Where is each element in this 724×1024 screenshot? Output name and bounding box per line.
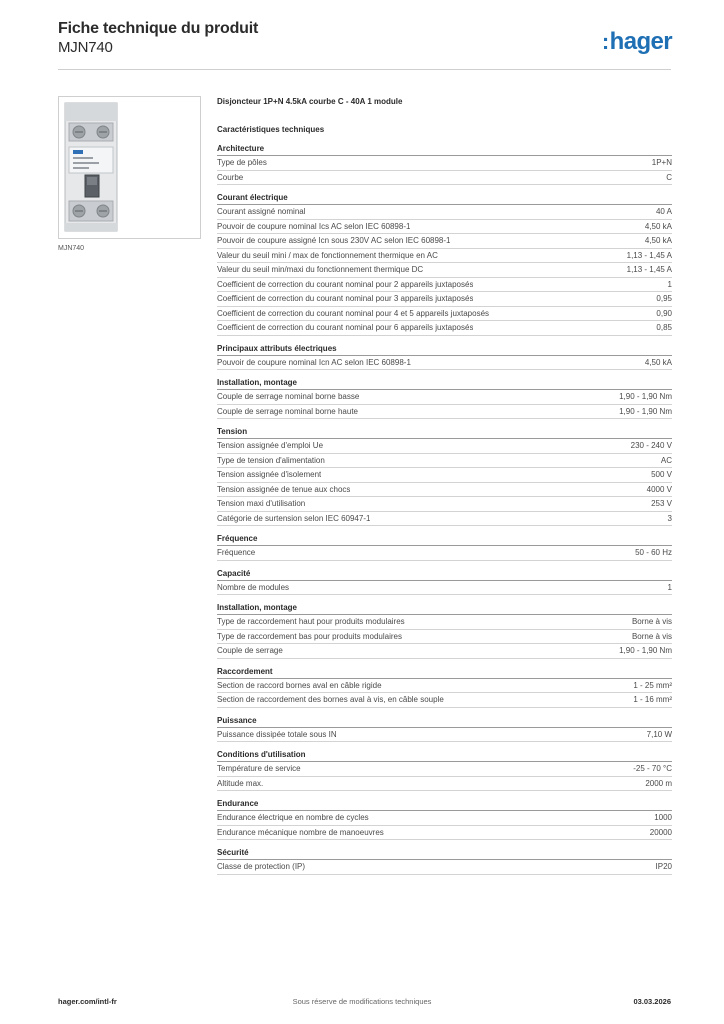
spec-row <box>217 205 672 220</box>
spec-value: 1 <box>667 279 672 289</box>
spec-row <box>217 581 672 596</box>
spec-label: Type de raccordement bas pour produits modulaires <box>217 631 402 641</box>
spec-value: 0,95 <box>656 294 672 303</box>
spec-section <box>217 343 672 371</box>
spec-row <box>217 728 672 743</box>
spec-row <box>217 156 672 171</box>
spec-row <box>217 171 672 186</box>
spec-value: 1 - 16 mm² <box>633 695 672 704</box>
section-title: Tension <box>217 426 672 439</box>
spec-label: Endurance électrique en nombre de cycles <box>217 813 369 822</box>
spec-section <box>217 377 672 419</box>
spec-row <box>217 321 672 336</box>
product-reference: MJN740 <box>58 39 113 56</box>
spec-sections <box>217 143 672 875</box>
spec-value: 1,90 - 1,90 Nm <box>619 646 672 655</box>
spec-row <box>217 497 672 512</box>
spec-label: Altitude max. <box>217 778 264 788</box>
spec-row <box>217 439 672 454</box>
spec-section <box>217 602 672 659</box>
spec-value: 1P+N <box>651 158 672 167</box>
spec-row <box>217 693 672 708</box>
spec-label: Tension assignée d'emploi Ue <box>217 441 324 450</box>
product-image <box>58 96 201 239</box>
spec-label: Coefficient de correction du courant nominal pour 6 appareils juxtaposés <box>217 323 474 332</box>
spec-section <box>217 749 672 791</box>
spec-section <box>217 192 672 336</box>
spec-value: IP20 <box>655 862 672 871</box>
spec-label: Type de raccordement haut pour produits modulaires <box>217 617 405 626</box>
spec-row <box>217 220 672 235</box>
spec-value: -25 - 70 °C <box>633 764 672 773</box>
spec-value: 50 - 60 Hz <box>635 548 672 557</box>
spec-value: 20000 <box>649 827 672 837</box>
spec-value: 7,10 W <box>646 729 672 739</box>
spec-value: Borne à vis <box>631 631 672 641</box>
spec-label: Courant assigné nominal <box>217 207 306 216</box>
spec-row <box>217 860 672 875</box>
spec-row <box>217 307 672 322</box>
product-title: Disjoncteur 1P+N 4.5kA courbe C - 40A 1 module <box>217 97 403 106</box>
spec-row <box>217 630 672 645</box>
spec-row <box>217 234 672 249</box>
spec-label: Section de raccordement des bornes aval à vis, en câble souple <box>217 695 444 704</box>
page-title: Fiche technique du produit <box>58 20 259 37</box>
spec-label: Type de tension d'alimentation <box>217 455 325 465</box>
spec-value: 500 V <box>651 470 672 479</box>
spec-row <box>217 263 672 278</box>
section-title: Raccordement <box>217 666 672 679</box>
spec-label: Couple de serrage nominal borne haute <box>217 406 358 416</box>
spec-row <box>217 811 672 826</box>
spec-value: 4,50 kA <box>644 357 672 367</box>
spec-label: Courbe <box>217 172 244 182</box>
spec-section <box>217 533 672 561</box>
spec-value: 1 <box>667 582 672 592</box>
section-title: Endurance <box>217 798 672 811</box>
spec-value: 1,90 - 1,90 Nm <box>619 406 672 416</box>
spec-section <box>217 568 672 596</box>
spec-label: Pouvoir de coupure assigné Icn sous 230V AC selon IEC 60898-1 <box>217 236 451 245</box>
spec-value: 1 - 25 mm² <box>633 680 672 690</box>
spec-content <box>217 96 672 875</box>
spec-value: 2000 m <box>645 778 672 788</box>
spec-section <box>217 666 672 708</box>
spec-section <box>217 847 672 875</box>
spec-row <box>217 483 672 498</box>
spec-value: 1,13 - 1,45 A <box>626 250 672 260</box>
spec-label: Fréquence <box>217 548 256 557</box>
footer-website: hager.com/intl-fr <box>58 997 117 1006</box>
spec-row <box>217 405 672 420</box>
spec-label: Catégorie de surtension selon IEC 60947-1 <box>217 513 371 523</box>
spec-value: 4,50 kA <box>644 221 672 231</box>
spec-row <box>217 249 672 264</box>
section-title: Fréquence <box>217 533 672 546</box>
spec-label: Coefficient de correction du courant nominal pour 3 appareils juxtaposés <box>217 294 474 303</box>
image-caption: MJN740 <box>58 245 85 252</box>
spec-label: Type de pôles <box>217 158 267 167</box>
spec-label: Coefficient de correction du courant nominal pour 2 appareils juxtaposés <box>217 279 474 289</box>
spec-value: 0,90 <box>656 308 672 318</box>
section-title: Architecture <box>217 143 672 156</box>
specs-heading: Caractéristiques techniques <box>217 125 325 134</box>
spec-value: 40 A <box>655 207 672 216</box>
circuit-breaker-icon <box>59 97 200 238</box>
spec-row <box>217 278 672 293</box>
spec-row <box>217 615 672 630</box>
spec-section <box>217 143 672 185</box>
spec-label: Nombre de modules <box>217 582 290 592</box>
spec-value: C <box>666 172 672 182</box>
spec-label: Classe de protection (IP) <box>217 862 306 871</box>
footer-notice: Sous réserve de modifications techniques <box>292 997 432 1006</box>
spec-value: 3 <box>667 513 672 523</box>
spec-label: Tension assignée d'isolement <box>217 470 322 479</box>
spec-row <box>217 826 672 841</box>
spec-label: Pouvoir de coupure nominal Icn AC selon IEC 60898-1 <box>217 357 411 367</box>
spec-label: Valeur du seuil mini / max de fonctionnement thermique en AC <box>217 250 438 260</box>
spec-row <box>217 512 672 527</box>
spec-section <box>217 426 672 526</box>
spec-label: Couple de serrage <box>217 646 283 655</box>
spec-value: 1000 <box>654 813 672 822</box>
spec-row <box>217 679 672 694</box>
spec-value: 230 - 240 V <box>630 441 672 450</box>
spec-row <box>217 468 672 483</box>
header-divider <box>58 69 671 70</box>
spec-value: 253 V <box>651 499 672 508</box>
spec-row <box>217 644 672 659</box>
spec-label: Tension maxi d'utilisation <box>217 499 306 508</box>
spec-label: Pouvoir de coupure nominal Ics AC selon IEC 60898-1 <box>217 221 411 231</box>
spec-row <box>217 390 672 405</box>
logo-text: hager <box>609 28 672 55</box>
hager-logo: :hager <box>601 28 672 55</box>
section-title: Capacité <box>217 568 672 581</box>
spec-label: Couple de serrage nominal borne basse <box>217 392 360 401</box>
spec-label: Tension assignée de tenue aux chocs <box>217 484 351 494</box>
section-title: Conditions d'utilisation <box>217 749 672 762</box>
spec-label: Coefficient de correction du courant nominal pour 4 et 5 appareils juxtaposés <box>217 308 490 318</box>
spec-label: Endurance mécanique nombre de manoeuvres <box>217 827 384 837</box>
spec-value: 4000 V <box>646 484 672 494</box>
spec-label: Section de raccord bornes aval en câble rigide <box>217 680 382 690</box>
spec-value: 4,50 kA <box>644 236 672 245</box>
spec-label: Valeur du seuil min/maxi du fonctionnement thermique DC <box>217 265 424 274</box>
spec-section <box>217 798 672 840</box>
section-title: Puissance <box>217 715 672 728</box>
spec-value: 1,13 - 1,45 A <box>626 265 672 274</box>
spec-row <box>217 762 672 777</box>
spec-row <box>217 454 672 469</box>
spec-row <box>217 546 672 561</box>
spec-value: 1,90 - 1,90 Nm <box>619 392 672 401</box>
spec-value: Borne à vis <box>631 617 672 626</box>
section-title: Courant électrique <box>217 192 672 205</box>
section-title: Installation, montage <box>217 602 672 615</box>
spec-value: AC <box>660 455 672 465</box>
section-title: Sécurité <box>217 847 672 860</box>
section-title: Installation, montage <box>217 377 672 390</box>
spec-section <box>217 715 672 743</box>
spec-label: Température de service <box>217 764 301 773</box>
spec-value: 0,85 <box>656 323 672 332</box>
spec-row <box>217 356 672 371</box>
spec-row <box>217 777 672 792</box>
footer-date: 03.03.2026 <box>633 997 671 1006</box>
spec-label: Puissance dissipée totale sous IN <box>217 729 337 739</box>
spec-row <box>217 292 672 307</box>
section-title: Principaux attributs électriques <box>217 343 672 356</box>
